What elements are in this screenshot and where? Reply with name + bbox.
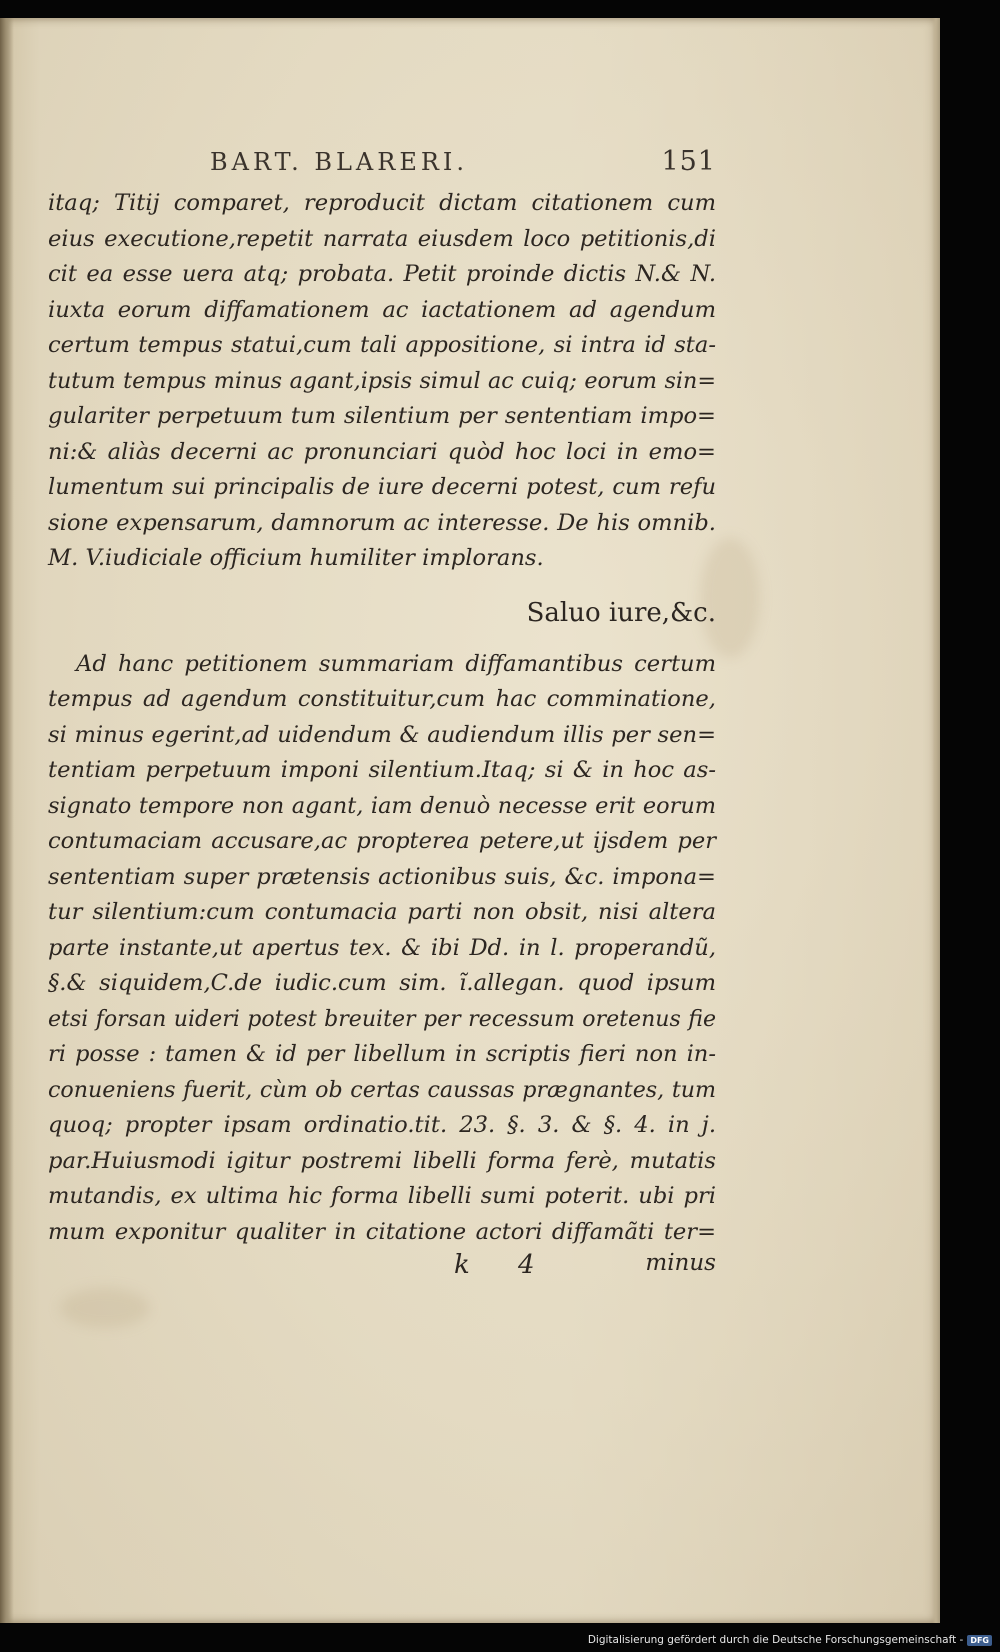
text-line: certum tempus statui,cum tali appositione, si intra id sta- [48,332,716,358]
text-line: signato tempore non agant, iam denuò necesse erit eorum [48,792,716,819]
page-gutter-shadow [0,18,14,1623]
text-line: tutum tempus minus agant,ipsis simul ac cuiq; eorum sin= [48,367,716,394]
paper-stain [60,1288,150,1328]
paragraph-1 [48,186,716,577]
text-line: mum exponitur qualiter in citatione actori diffamãti ter= [48,1218,716,1245]
text-line: parte instante,ut apertus tex. & ibi Dd. in l. properandũ, [48,934,716,961]
digitization-footer [588,1632,992,1648]
text-line: mutandis, ex ultima hic forma libelli sumi poterit. ubi pri [48,1183,716,1209]
text-block [48,142,716,1288]
book-page [0,18,940,1623]
text-line: conueniens fuerit, cùm ob certas caussas prægnantes, tum [48,1076,716,1103]
paragraph-2 [48,647,716,1251]
text-line: lumentum sui principalis de iure decerni potest, cum refu [48,474,716,500]
folio-number: 151 [661,146,716,177]
running-head [48,142,716,186]
text-line: §.& siquidem,C.de iudic.cum sim. ĩ.allegan. quod ipsum [48,970,716,996]
text-line: sione expensarum, damnorum ac interesse. De his omnib. [48,509,716,536]
text-line: cit ea esse uera atq; probata. Petit proinde dictis N.& N. [48,261,716,287]
page-edge [932,18,940,1623]
text-line: tempus ad agendum constituitur,cum hac comminatione, [48,686,716,712]
text-line: eius executione,repetit narrata eiusdem loco petitionis,di [48,225,716,252]
text-line: sententiam super prætensis actionibus suis, &c. impona= [48,863,716,890]
dfg-logo: DFG [967,1635,992,1646]
text-line-last: M. V.iudiciale officium humiliter implorans. [48,545,544,571]
closing-formula: Saluo iure,&c. [526,597,716,628]
text-line: par.Huiusmodi igitur postremi libelli forma ferè, mutatis [48,1147,716,1174]
text-line: etsi forsan uideri potest breuiter per recessum oretenus fie [48,1006,716,1032]
text-line: tur silentium:cum contumacia parti non obsit, nisi altera [48,899,716,925]
text-line: contumaciam accusare,ac propterea petere,ut ijsdem per [48,828,716,854]
text-line: iuxta eorum diffamationem ac iactationem ad agendum [48,296,716,323]
text-line-first: Ad hanc petitionem summariam diffamantibus certum [76,650,716,677]
text-line: si minus egerint,ad uidendum & audiendum illis per sen= [48,721,716,748]
text-line: itaq; Titij comparet, reproducit dictam citationem cum [48,190,716,216]
text-line: gulariter perpetuum tum silentium per sententiam impo= [48,403,716,429]
text-line: quoq; propter ipsam ordinatio.tit. 23. §. 3. & §. 4. in j. [48,1112,716,1138]
text-line: tentiam perpetuum imponi silentium.Itaq; si & in hoc as- [48,757,716,783]
text-line: ni:& aliàs decerni ac pronunciari quòd hoc loci in emo= [48,438,716,465]
text-line: ri posse : tamen & id per libellum in scriptis fieri non in- [48,1041,716,1067]
page-bottom-marks [48,1250,716,1288]
signature-mark: k 4 [454,1250,555,1280]
running-head-title: BART. BLARERI. [210,148,469,176]
catchword: minus [645,1250,716,1276]
footer-credit: Digitalisierung gefördert durch die Deutsche Forschungsgemeinschaft - [587,1634,964,1646]
